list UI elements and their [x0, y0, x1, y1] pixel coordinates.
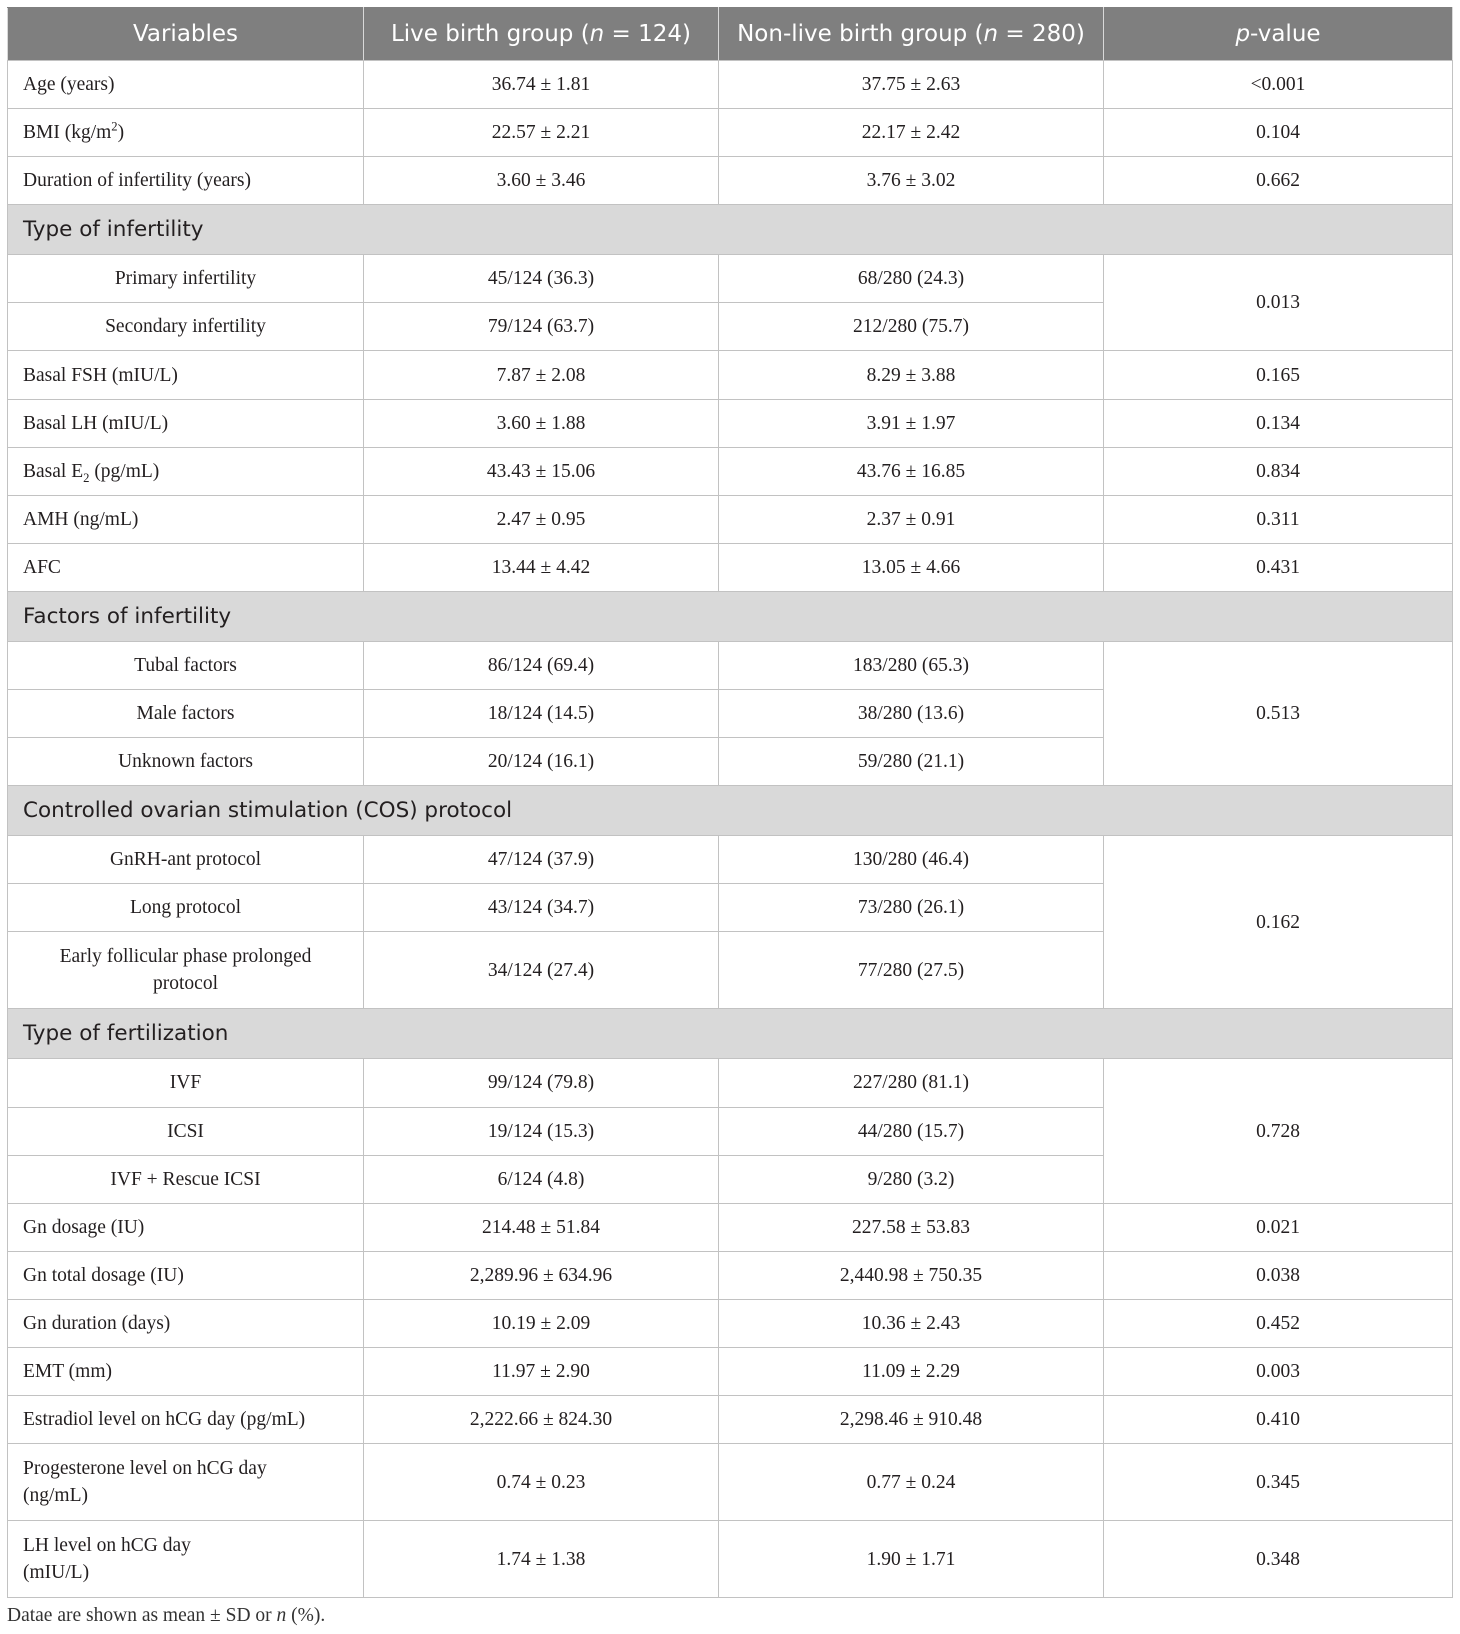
row-bmi [8, 109, 1453, 157]
p-value: 0.348 [1104, 1521, 1453, 1598]
row-basal-e2 [8, 447, 1453, 495]
p-value: 0.662 [1104, 157, 1453, 205]
header-non-live-birth-group [719, 8, 1104, 61]
live-birth-value: 3.60 ± 1.88 [364, 399, 719, 447]
row-estradiol-hcg-day [8, 1396, 1453, 1444]
header-text: Non-live birth group ( [737, 21, 984, 47]
header-text: = 124) [604, 21, 692, 47]
variable-label: Duration of infertility (years) [8, 157, 364, 205]
non-live-birth-value: 3.91 ± 1.97 [719, 399, 1104, 447]
label-subscript: 2 [83, 470, 90, 485]
variable-label: Estradiol level on hCG day (pg/mL) [8, 1396, 364, 1444]
live-birth-value: 2,222.66 ± 824.30 [364, 1396, 719, 1444]
live-birth-value: 1.74 ± 1.38 [364, 1521, 719, 1598]
variable-label [8, 447, 364, 495]
row-ivf [8, 1059, 1453, 1107]
header-n-symbol: n [983, 21, 999, 47]
category-label: Long protocol [8, 884, 364, 932]
variable-label [8, 109, 364, 157]
non-live-birth-value: 212/280 (75.7) [719, 303, 1104, 351]
label-superscript: 2 [111, 119, 118, 134]
non-live-birth-value: 8.29 ± 3.88 [719, 351, 1104, 399]
group-p-value: 0.513 [1104, 641, 1453, 785]
category-label: ICSI [8, 1107, 364, 1155]
non-live-birth-value: 9/280 (3.2) [719, 1155, 1104, 1203]
label-text: Basal E [23, 460, 84, 482]
live-birth-value: 43/124 (34.7) [364, 884, 719, 932]
live-birth-value: 3.60 ± 3.46 [364, 157, 719, 205]
non-live-birth-value: 0.77 ± 0.24 [719, 1444, 1104, 1521]
category-label: Unknown factors [8, 738, 364, 786]
section-factors-of-infertility [8, 591, 1453, 641]
row-progesterone-hcg-day [8, 1444, 1453, 1521]
p-value: 0.834 [1104, 447, 1453, 495]
label-text: LH level on hCG day (mIU/L) [23, 1535, 191, 1584]
group-p-value: 0.162 [1104, 836, 1453, 1009]
p-value: <0.001 [1104, 61, 1453, 109]
variable-label: AMH (ng/mL) [8, 495, 364, 543]
variable-label: EMT (mm) [8, 1347, 364, 1395]
live-birth-value: 43.43 ± 15.06 [364, 447, 719, 495]
category-label: Tubal factors [8, 641, 364, 689]
non-live-birth-value: 2,298.46 ± 910.48 [719, 1396, 1104, 1444]
p-value: 0.452 [1104, 1299, 1453, 1347]
row-emt [8, 1347, 1453, 1395]
section-title: Controlled ovarian stimulation (COS) protocol [8, 786, 1453, 836]
label-text: BMI (kg/m [23, 122, 112, 144]
label-text: ) [117, 122, 125, 144]
variable-label [8, 1521, 364, 1598]
table-footnote [7, 1604, 325, 1628]
live-birth-value: 214.48 ± 51.84 [364, 1203, 719, 1251]
p-value: 0.311 [1104, 495, 1453, 543]
header-p-value [1104, 8, 1453, 61]
header-text: Live birth group ( [390, 21, 590, 47]
variable-label: Age (years) [8, 61, 364, 109]
category-label: IVF [8, 1059, 364, 1107]
non-live-birth-value: 37.75 ± 2.63 [719, 61, 1104, 109]
variable-label: AFC [8, 543, 364, 591]
live-birth-value: 2.47 ± 0.95 [364, 495, 719, 543]
p-value: 0.038 [1104, 1251, 1453, 1299]
non-live-birth-value: 44/280 (15.7) [719, 1107, 1104, 1155]
variable-label: Gn dosage (IU) [8, 1203, 364, 1251]
non-live-birth-value: 10.36 ± 2.43 [719, 1299, 1104, 1347]
row-gnrh-ant-protocol [8, 836, 1453, 884]
non-live-birth-value: 38/280 (13.6) [719, 690, 1104, 738]
row-tubal-factors [8, 641, 1453, 689]
category-label: Early follicular phase prolonged protocol [8, 932, 364, 1009]
row-gn-dosage [8, 1203, 1453, 1251]
non-live-birth-value: 2.37 ± 0.91 [719, 495, 1104, 543]
label-text: (pg/mL) [89, 460, 160, 482]
variable-label: Progesterone level on hCG day (ng/mL) [8, 1444, 364, 1521]
section-cos-protocol [8, 786, 1453, 836]
non-live-birth-value: 43.76 ± 16.85 [719, 447, 1104, 495]
live-birth-value: 34/124 (27.4) [364, 932, 719, 1009]
section-type-of-infertility [8, 205, 1453, 255]
non-live-birth-value: 11.09 ± 2.29 [719, 1347, 1104, 1395]
p-value: 0.021 [1104, 1203, 1453, 1251]
variable-label: Basal LH (mIU/L) [8, 399, 364, 447]
row-gn-duration [8, 1299, 1453, 1347]
row-amh [8, 495, 1453, 543]
row-duration-of-infertility [8, 157, 1453, 205]
live-birth-value: 10.19 ± 2.09 [364, 1299, 719, 1347]
non-live-birth-value: 13.05 ± 4.66 [719, 543, 1104, 591]
p-value: 0.104 [1104, 109, 1453, 157]
p-value: 0.003 [1104, 1347, 1453, 1395]
live-birth-value: 11.97 ± 2.90 [364, 1347, 719, 1395]
live-birth-value: 19/124 (15.3) [364, 1107, 719, 1155]
section-type-of-fertilization [8, 1009, 1453, 1059]
baseline-characteristics-table [7, 7, 1453, 1598]
live-birth-value: 45/124 (36.3) [364, 255, 719, 303]
section-title: Factors of infertility [8, 591, 1453, 641]
group-p-value: 0.728 [1104, 1059, 1453, 1203]
footnote-text: (%). [286, 1605, 326, 1626]
non-live-birth-value: 22.17 ± 2.42 [719, 109, 1104, 157]
header-text: = 280) [998, 21, 1085, 47]
category-label: Male factors [8, 690, 364, 738]
non-live-birth-value: 73/280 (26.1) [719, 884, 1104, 932]
row-afc [8, 543, 1453, 591]
non-live-birth-value: 2,440.98 ± 750.35 [719, 1251, 1104, 1299]
live-birth-value: 99/124 (79.8) [364, 1059, 719, 1107]
footnote-text: Datae are shown as mean ± SD or [7, 1605, 277, 1626]
non-live-birth-value: 68/280 (24.3) [719, 255, 1104, 303]
row-basal-lh [8, 399, 1453, 447]
header-p-symbol: p [1235, 21, 1251, 47]
p-value: 0.410 [1104, 1396, 1453, 1444]
category-label: Secondary infertility [8, 303, 364, 351]
header-row [8, 8, 1453, 61]
row-gn-total-dosage [8, 1251, 1453, 1299]
header-variables: Variables [8, 8, 364, 61]
live-birth-value: 13.44 ± 4.42 [364, 543, 719, 591]
non-live-birth-value: 1.90 ± 1.71 [719, 1521, 1104, 1598]
p-value: 0.345 [1104, 1444, 1453, 1521]
table-body [8, 61, 1453, 1598]
category-label: IVF + Rescue ICSI [8, 1155, 364, 1203]
variable-label: Basal FSH (mIU/L) [8, 351, 364, 399]
non-live-birth-value: 59/280 (21.1) [719, 738, 1104, 786]
header-text: -value [1250, 21, 1321, 47]
p-value: 0.165 [1104, 351, 1453, 399]
variable-label: Gn duration (days) [8, 1299, 364, 1347]
header-live-birth-group [364, 8, 719, 61]
section-title: Type of fertilization [8, 1009, 1453, 1059]
variable-label: Gn total dosage (IU) [8, 1251, 364, 1299]
live-birth-value: 22.57 ± 2.21 [364, 109, 719, 157]
live-birth-value: 18/124 (14.5) [364, 690, 719, 738]
p-value: 0.134 [1104, 399, 1453, 447]
live-birth-value: 86/124 (69.4) [364, 641, 719, 689]
live-birth-value: 47/124 (37.9) [364, 836, 719, 884]
non-live-birth-value: 130/280 (46.4) [719, 836, 1104, 884]
group-p-value: 0.013 [1104, 255, 1453, 351]
p-value: 0.431 [1104, 543, 1453, 591]
table-header [8, 8, 1453, 61]
non-live-birth-value: 3.76 ± 3.02 [719, 157, 1104, 205]
non-live-birth-value: 227/280 (81.1) [719, 1059, 1104, 1107]
row-basal-fsh [8, 351, 1453, 399]
non-live-birth-value: 183/280 (65.3) [719, 641, 1104, 689]
non-live-birth-value: 77/280 (27.5) [719, 932, 1104, 1009]
category-label: GnRH-ant protocol [8, 836, 364, 884]
section-title: Type of infertility [8, 205, 1453, 255]
live-birth-value: 36.74 ± 1.81 [364, 61, 719, 109]
category-label: Primary infertility [8, 255, 364, 303]
footnote-n-symbol: n [276, 1605, 287, 1626]
row-lh-hcg-day [8, 1521, 1453, 1598]
row-primary-infertility [8, 255, 1453, 303]
live-birth-value: 2,289.96 ± 634.96 [364, 1251, 719, 1299]
live-birth-value: 20/124 (16.1) [364, 738, 719, 786]
live-birth-value: 0.74 ± 0.23 [364, 1444, 719, 1521]
live-birth-value: 6/124 (4.8) [364, 1155, 719, 1203]
live-birth-value: 7.87 ± 2.08 [364, 351, 719, 399]
live-birth-value: 79/124 (63.7) [364, 303, 719, 351]
header-n-symbol: n [589, 21, 605, 47]
non-live-birth-value: 227.58 ± 53.83 [719, 1203, 1104, 1251]
row-age [8, 61, 1453, 109]
